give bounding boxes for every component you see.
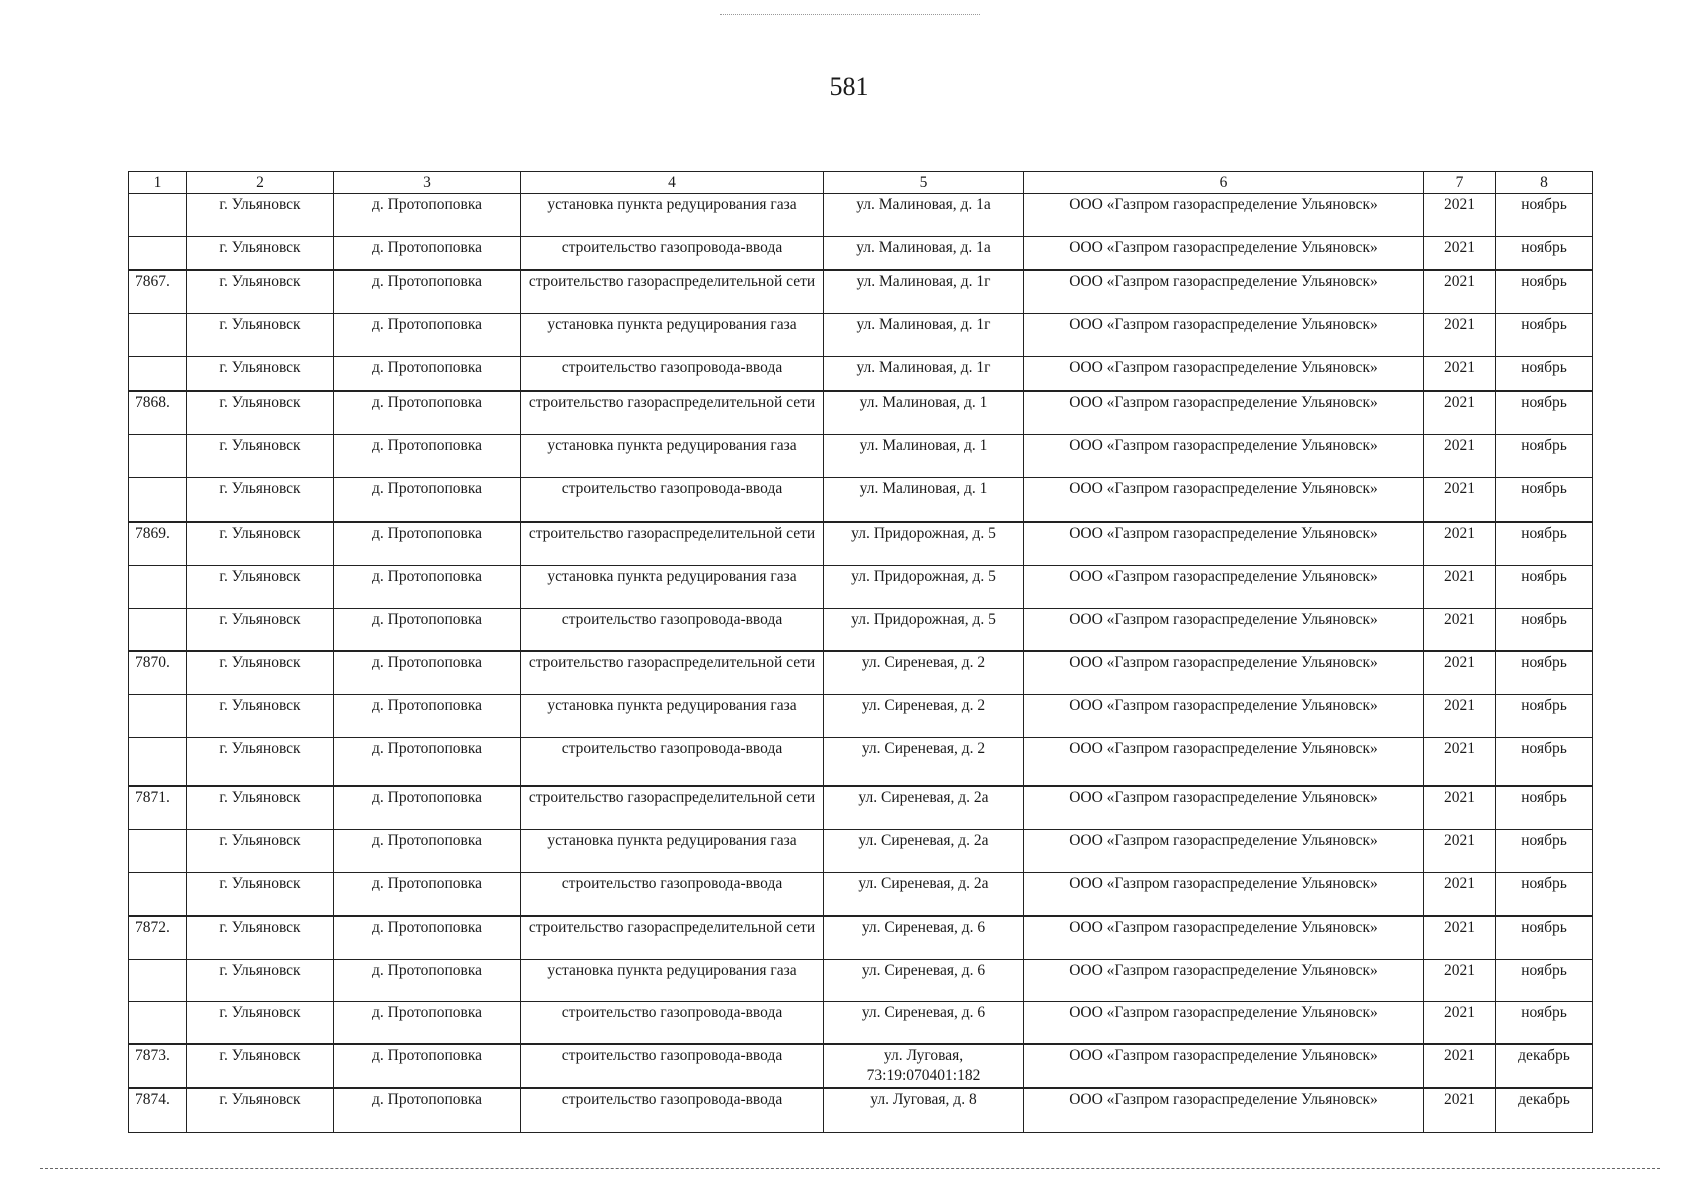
cell-village: д. Протопоповка — [334, 916, 521, 960]
cell-organization: ООО «Газпром газораспределение Ульяновск» — [1024, 237, 1424, 271]
cell-work-type: строительство газопровода-ввода — [521, 873, 824, 917]
cell-year: 2021 — [1424, 916, 1496, 960]
cell-entry-number: 7867. — [129, 270, 187, 314]
cell-village: д. Протопоповка — [334, 830, 521, 873]
cell-address: ул. Придорожная, д. 5 — [824, 566, 1024, 609]
cell-village: д. Протопоповка — [334, 522, 521, 566]
table-row — [129, 522, 1593, 566]
cell-entry-number: 7873. — [129, 1044, 187, 1088]
cell-city: г. Ульяновск — [187, 357, 334, 392]
cell-entry-number — [129, 609, 187, 652]
cell-month: ноябрь — [1496, 916, 1593, 960]
cell-work-type: строительство газораспределительной сети — [521, 270, 824, 314]
cell-month: ноябрь — [1496, 651, 1593, 695]
cell-organization: ООО «Газпром газораспределение Ульяновск» — [1024, 960, 1424, 1002]
cell-entry-number — [129, 1002, 187, 1045]
cell-work-type: строительство газораспределительной сети — [521, 916, 824, 960]
cell-village: д. Протопоповка — [334, 695, 521, 738]
cell-year: 2021 — [1424, 522, 1496, 566]
cell-village: д. Протопоповка — [334, 960, 521, 1002]
cell-organization: ООО «Газпром газораспределение Ульяновск» — [1024, 1088, 1424, 1133]
cell-organization: ООО «Газпром газораспределение Ульяновск» — [1024, 1002, 1424, 1045]
cell-year: 2021 — [1424, 566, 1496, 609]
cell-month: ноябрь — [1496, 738, 1593, 787]
cell-month: ноябрь — [1496, 194, 1593, 237]
cell-year: 2021 — [1424, 1088, 1496, 1133]
cell-city: г. Ульяновск — [187, 609, 334, 652]
table-row — [129, 1002, 1593, 1045]
cell-village: д. Протопоповка — [334, 1088, 521, 1133]
table-row — [129, 695, 1593, 738]
cell-month: ноябрь — [1496, 357, 1593, 392]
cell-address: ул. Малиновая, д. 1г — [824, 270, 1024, 314]
cell-work-type: строительство газопровода-ввода — [521, 478, 824, 523]
cell-address: ул. Малиновая, д. 1 — [824, 391, 1024, 435]
cell-city: г. Ульяновск — [187, 651, 334, 695]
cell-organization: ООО «Газпром газораспределение Ульяновск» — [1024, 651, 1424, 695]
table-row — [129, 1088, 1593, 1133]
cell-entry-number: 7872. — [129, 916, 187, 960]
table-row — [129, 237, 1593, 271]
cell-address: ул. Малиновая, д. 1г — [824, 357, 1024, 392]
table-row — [129, 435, 1593, 478]
cell-year: 2021 — [1424, 478, 1496, 523]
cell-village: д. Протопоповка — [334, 738, 521, 787]
cell-organization: ООО «Газпром газораспределение Ульяновск» — [1024, 873, 1424, 917]
cell-city: г. Ульяновск — [187, 830, 334, 873]
cell-address: ул. Малиновая, д. 1а — [824, 194, 1024, 237]
table-row — [129, 270, 1593, 314]
cell-city: г. Ульяновск — [187, 738, 334, 787]
register-table — [128, 171, 1593, 1133]
cell-village: д. Протопоповка — [334, 391, 521, 435]
cell-month: ноябрь — [1496, 391, 1593, 435]
cell-organization: ООО «Газпром газораспределение Ульяновск» — [1024, 609, 1424, 652]
cell-city: г. Ульяновск — [187, 314, 334, 357]
cell-organization: ООО «Газпром газораспределение Ульяновск» — [1024, 695, 1424, 738]
cell-address: ул. Сиреневая, д. 2а — [824, 873, 1024, 917]
table-row — [129, 194, 1593, 237]
cell-city: г. Ульяновск — [187, 916, 334, 960]
cell-organization: ООО «Газпром газораспределение Ульяновск» — [1024, 566, 1424, 609]
cell-organization: ООО «Газпром газораспределение Ульяновск» — [1024, 391, 1424, 435]
column-header-2: 2 — [187, 172, 334, 194]
cell-village: д. Протопоповка — [334, 566, 521, 609]
cell-work-type: строительство газопровода-ввода — [521, 357, 824, 392]
cell-entry-number — [129, 566, 187, 609]
cell-entry-number — [129, 960, 187, 1002]
column-header-5: 5 — [824, 172, 1024, 194]
cell-village: д. Протопоповка — [334, 873, 521, 917]
cell-month: ноябрь — [1496, 695, 1593, 738]
cell-year: 2021 — [1424, 194, 1496, 237]
cell-entry-number — [129, 314, 187, 357]
column-number-row — [129, 172, 1593, 194]
cell-work-type: строительство газораспределительной сети — [521, 651, 824, 695]
cell-village: д. Протопоповка — [334, 314, 521, 357]
table-row — [129, 651, 1593, 695]
cell-work-type: строительство газопровода-ввода — [521, 1088, 824, 1133]
cell-city: г. Ульяновск — [187, 960, 334, 1002]
register-table-body — [129, 172, 1593, 1133]
cell-organization: ООО «Газпром газораспределение Ульяновск» — [1024, 738, 1424, 787]
cell-year: 2021 — [1424, 695, 1496, 738]
cell-village: д. Протопоповка — [334, 435, 521, 478]
cell-year: 2021 — [1424, 1044, 1496, 1088]
cell-entry-number — [129, 830, 187, 873]
cell-year: 2021 — [1424, 830, 1496, 873]
cell-city: г. Ульяновск — [187, 1002, 334, 1045]
cell-city: г. Ульяновск — [187, 786, 334, 830]
cell-entry-number — [129, 435, 187, 478]
cell-village: д. Протопоповка — [334, 609, 521, 652]
cell-month: ноябрь — [1496, 478, 1593, 523]
table-row — [129, 786, 1593, 830]
cell-city: г. Ульяновск — [187, 522, 334, 566]
cell-organization: ООО «Газпром газораспределение Ульяновск» — [1024, 830, 1424, 873]
cell-work-type: установка пункта редуцирования газа — [521, 435, 824, 478]
cell-village: д. Протопоповка — [334, 1002, 521, 1045]
cell-address: ул. Сиреневая, д. 2 — [824, 695, 1024, 738]
cell-village: д. Протопоповка — [334, 270, 521, 314]
cell-year: 2021 — [1424, 1002, 1496, 1045]
cell-city: г. Ульяновск — [187, 391, 334, 435]
cell-work-type: строительство газопровода-ввода — [521, 1044, 824, 1088]
cell-month: ноябрь — [1496, 314, 1593, 357]
cell-work-type: установка пункта редуцирования газа — [521, 194, 824, 237]
table-row — [129, 609, 1593, 652]
table-row — [129, 314, 1593, 357]
cell-month: декабрь — [1496, 1088, 1593, 1133]
cell-city: г. Ульяновск — [187, 1088, 334, 1133]
cell-entry-number — [129, 738, 187, 787]
cell-entry-number: 7869. — [129, 522, 187, 566]
cell-entry-number — [129, 357, 187, 392]
cell-work-type: строительство газопровода-ввода — [521, 237, 824, 271]
cell-address: ул. Малиновая, д. 1 — [824, 435, 1024, 478]
cell-village: д. Протопоповка — [334, 786, 521, 830]
cell-city: г. Ульяновск — [187, 566, 334, 609]
cell-work-type: установка пункта редуцирования газа — [521, 960, 824, 1002]
table-row — [129, 960, 1593, 1002]
cell-year: 2021 — [1424, 270, 1496, 314]
cell-village: д. Протопоповка — [334, 194, 521, 237]
cell-entry-number — [129, 873, 187, 917]
cell-entry-number — [129, 478, 187, 523]
cell-address: ул. Придорожная, д. 5 — [824, 609, 1024, 652]
cell-year: 2021 — [1424, 960, 1496, 1002]
cell-year: 2021 — [1424, 873, 1496, 917]
column-header-1: 1 — [129, 172, 187, 194]
cell-year: 2021 — [1424, 391, 1496, 435]
cell-year: 2021 — [1424, 786, 1496, 830]
cell-organization: ООО «Газпром газораспределение Ульяновск» — [1024, 357, 1424, 392]
table-row — [129, 1044, 1593, 1088]
scan-artifact-bottom — [40, 1168, 1660, 1169]
cell-organization: ООО «Газпром газораспределение Ульяновск» — [1024, 786, 1424, 830]
cell-work-type: установка пункта редуцирования газа — [521, 566, 824, 609]
cell-year: 2021 — [1424, 609, 1496, 652]
cell-address: ул. Сиреневая, д. 6 — [824, 1002, 1024, 1045]
cell-city: г. Ульяновск — [187, 873, 334, 917]
cell-year: 2021 — [1424, 738, 1496, 787]
cell-year: 2021 — [1424, 435, 1496, 478]
cell-month: ноябрь — [1496, 830, 1593, 873]
cell-entry-number: 7868. — [129, 391, 187, 435]
cell-entry-number — [129, 237, 187, 271]
cell-month: декабрь — [1496, 1044, 1593, 1088]
cell-work-type: строительство газораспределительной сети — [521, 786, 824, 830]
cell-address: ул. Сиреневая, д. 2а — [824, 786, 1024, 830]
cell-year: 2021 — [1424, 651, 1496, 695]
cell-address: ул. Малиновая, д. 1 — [824, 478, 1024, 523]
cell-organization: ООО «Газпром газораспределение Ульяновск» — [1024, 916, 1424, 960]
cell-year: 2021 — [1424, 237, 1496, 271]
cell-entry-number — [129, 194, 187, 237]
cell-organization: ООО «Газпром газораспределение Ульяновск» — [1024, 435, 1424, 478]
cell-address: ул. Сиреневая, д. 2 — [824, 651, 1024, 695]
cell-address: ул. Малиновая, д. 1а — [824, 237, 1024, 271]
cell-work-type: установка пункта редуцирования газа — [521, 314, 824, 357]
cell-work-type: строительство газопровода-ввода — [521, 1002, 824, 1045]
cell-village: д. Протопоповка — [334, 651, 521, 695]
table-row — [129, 873, 1593, 917]
cell-organization: ООО «Газпром газораспределение Ульяновск» — [1024, 270, 1424, 314]
cell-city: г. Ульяновск — [187, 695, 334, 738]
cell-month: ноябрь — [1496, 786, 1593, 830]
cell-work-type: установка пункта редуцирования газа — [521, 695, 824, 738]
cell-entry-number — [129, 695, 187, 738]
cell-month: ноябрь — [1496, 609, 1593, 652]
column-header-3: 3 — [334, 172, 521, 194]
cell-city: г. Ульяновск — [187, 1044, 334, 1088]
cell-year: 2021 — [1424, 314, 1496, 357]
cell-address: ул. Придорожная, д. 5 — [824, 522, 1024, 566]
register-table-wrapper — [128, 171, 1592, 1133]
cell-work-type: установка пункта редуцирования газа — [521, 830, 824, 873]
table-row — [129, 391, 1593, 435]
cell-city: г. Ульяновск — [187, 194, 334, 237]
cell-month: ноябрь — [1496, 960, 1593, 1002]
column-header-4: 4 — [521, 172, 824, 194]
scan-artifact-top — [720, 14, 980, 15]
cell-month: ноябрь — [1496, 873, 1593, 917]
table-row — [129, 357, 1593, 392]
cell-work-type: строительство газопровода-ввода — [521, 609, 824, 652]
cell-month: ноябрь — [1496, 1002, 1593, 1045]
cell-entry-number: 7871. — [129, 786, 187, 830]
cell-work-type: строительство газораспределительной сети — [521, 391, 824, 435]
cell-address: ул. Луговая, 73:19:070401:182 — [824, 1044, 1024, 1088]
column-header-8: 8 — [1496, 172, 1593, 194]
table-row — [129, 830, 1593, 873]
cell-month: ноябрь — [1496, 270, 1593, 314]
table-row — [129, 566, 1593, 609]
cell-village: д. Протопоповка — [334, 237, 521, 271]
cell-month: ноябрь — [1496, 237, 1593, 271]
table-row — [129, 478, 1593, 523]
cell-city: г. Ульяновск — [187, 435, 334, 478]
cell-organization: ООО «Газпром газораспределение Ульяновск» — [1024, 314, 1424, 357]
column-header-6: 6 — [1024, 172, 1424, 194]
cell-city: г. Ульяновск — [187, 270, 334, 314]
column-header-7: 7 — [1424, 172, 1496, 194]
table-row — [129, 916, 1593, 960]
cell-city: г. Ульяновск — [187, 478, 334, 523]
table-row — [129, 738, 1593, 787]
cell-address: ул. Малиновая, д. 1г — [824, 314, 1024, 357]
cell-month: ноябрь — [1496, 435, 1593, 478]
cell-address: ул. Сиреневая, д. 6 — [824, 916, 1024, 960]
cell-village: д. Протопоповка — [334, 1044, 521, 1088]
page-number: 581 — [829, 72, 869, 101]
cell-year: 2021 — [1424, 357, 1496, 392]
cell-organization: ООО «Газпром газораспределение Ульяновск» — [1024, 478, 1424, 523]
cell-month: ноябрь — [1496, 522, 1593, 566]
cell-organization: ООО «Газпром газораспределение Ульяновск» — [1024, 522, 1424, 566]
cell-address: ул. Сиреневая, д. 2а — [824, 830, 1024, 873]
cell-entry-number: 7870. — [129, 651, 187, 695]
cell-village: д. Протопоповка — [334, 478, 521, 523]
cell-work-type: строительство газопровода-ввода — [521, 738, 824, 787]
cell-month: ноябрь — [1496, 566, 1593, 609]
cell-village: д. Протопоповка — [334, 357, 521, 392]
cell-city: г. Ульяновск — [187, 237, 334, 271]
cell-work-type: строительство газораспределительной сети — [521, 522, 824, 566]
cell-address: ул. Сиреневая, д. 6 — [824, 960, 1024, 1002]
cell-entry-number: 7874. — [129, 1088, 187, 1133]
cell-organization: ООО «Газпром газораспределение Ульяновск» — [1024, 1044, 1424, 1088]
cell-organization: ООО «Газпром газораспределение Ульяновск» — [1024, 194, 1424, 237]
cell-address: ул. Луговая, д. 8 — [824, 1088, 1024, 1133]
cell-address: ул. Сиреневая, д. 2 — [824, 738, 1024, 787]
